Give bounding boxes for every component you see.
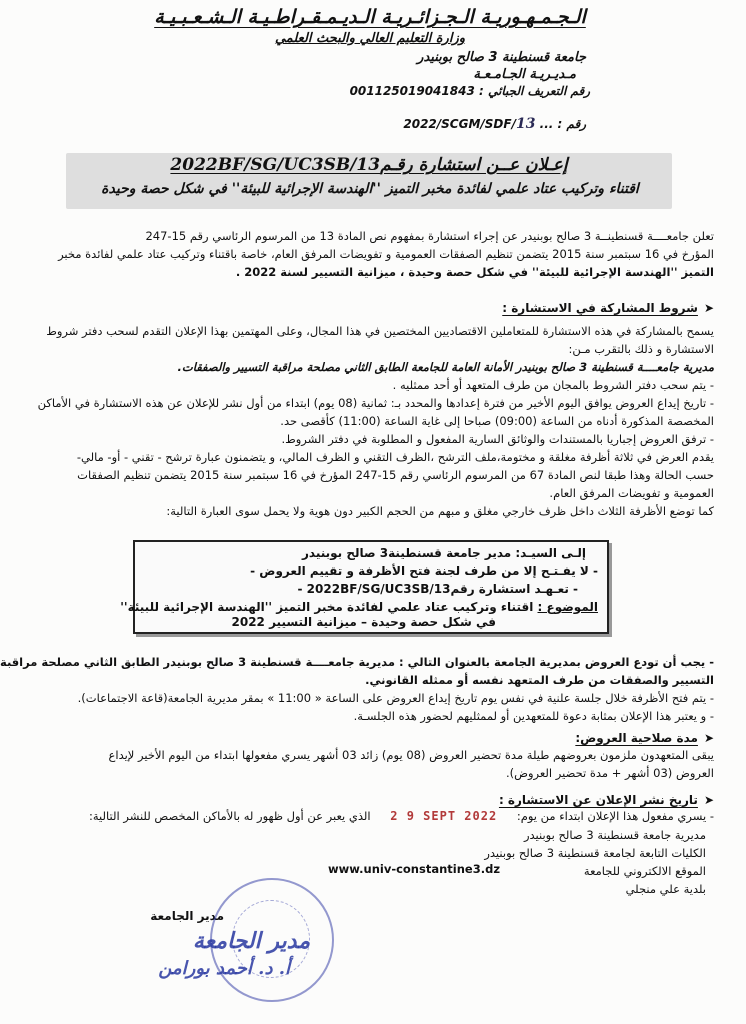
s1-line-3: مديرية جامعــــة قسنطينة 3 صالح بوبنيدر الأمانة العامة للجامعة الطابق الثاني مصلحة مراقبة التسيير والصفقات. [177,360,714,374]
s1-line-2: الاستشارة و ذلك بالتقرب مـن: [568,342,714,356]
s2-line-1: - يجب أن تودع العروض بمديرية الجامعة بالعنوان التالي : مديرية جامعــــة قسنطينة 3 صالح بوبنيدر الطابق الثاني مصلحة مراقبة [0,655,714,669]
announcement-subtitle: اقتناء وتركيب عتاد علمي لفائدة مخبر التميز ''الهندسة الإجرائية للبيئة'' في شكل حصة وحيدة [101,181,639,197]
reference-line [403,116,586,132]
s2-line-4: - و يعتبر هذا الإعلان بمثابة دعوة للمتعهدين أو لممثليهم لحضور هذه الجلسـة. [353,709,714,723]
handwritten-signature-title: مدير الجامعة [192,928,310,954]
section-heading-text: مدة صلاحية العروض: [575,731,698,745]
reference-handwritten-number: 13 [515,116,536,132]
address-not-open: - لا يفـتـح إلا من طرف لجنة فتح الأظرفة و تقييم العروض - [250,564,598,578]
address-recipient: إلـى السيـد: مدير جامعة قسنطينة3 صالح بوبنيدر [302,546,586,560]
s1-line-11: كما توضع الأظرفة الثلاث داخل ظرف خارجي مغلق و مبهم من الحجم الكبير دون هوية ولا يحمل سوى العبارة التالية: [166,504,714,518]
s1-line-8: يقدم العرض في ثلاثة أظرفة مغلقة و مختومة،ملف الترشح ،الظرف التقني و الظرف المالي، و يتضمنون عبارة ترشح - تقني - أو- مالي- [76,450,714,464]
reference-label: رقم : ... [539,117,586,131]
arrow-bullet-icon: ➤ [703,793,714,807]
fiscal-id-label: رقم التعريف الجبائي : [479,84,590,98]
section-publication-heading [499,789,714,808]
place-item-2: الكليات التابعة لجامعة قسنطينة 3 صالح بوبنيدر [484,846,706,860]
subject-text: اقتناء وتركيب عتاد علمي لفائدة مخبر التميز ''الهندسة الإجرائية للبيئة'' [120,600,534,614]
signature-title: مدير الجامعة [150,909,224,923]
place-item-1: مديرية جامعة قسنطينة 3 صالح بوبنيدر [523,828,706,842]
directorate-name: مـديـريـة الجـامـعـة [473,67,576,82]
republic-header: الـجـمـهـوريـة الـجـزائـريـة الـديـمـقـراطـيـة الـشـعـبـيـة [154,6,586,28]
section-validity-heading [575,727,714,746]
intro-line-1: تعلن جامعــــة قسنطينــة 3 صالح بوبنيدر عن إجراء استشارة بمفهوم نص المادة 13 من المرسوم الرئاسي رقم 15-247 [145,229,714,243]
section-heading-text: شروط المشاركة في الاستشارة : [502,301,698,315]
s1-line-10: العمومية و تفويضات المرفق العام. [549,486,714,500]
address-subject [120,600,598,614]
intro-line-2: المؤرخ في 16 سبتمبر سنة 2015 يتضمن تنظيم الصفقات العمومية و تفويضات المرفق العام، خاصة باقتناء وتركيب عتاد علمي لفائدة مخبر [58,247,714,261]
section-participation-heading [502,297,714,316]
ministry-header: وزارة التعليم العالي والبحث العلمي [274,31,466,46]
address-subject-line-2: في شكل حصة وحيدة – ميزانية التسيير 2022 [231,615,496,629]
subject-label: الموضوع : [537,600,598,614]
publication-start-text: - يسري مفعول هذا الإعلان ابتداء من يوم: [516,809,714,823]
address-tender: - تعـهـد استشارة رقم2022BF/SG/UC3SB/13 - [297,582,578,596]
s1-line-7: - ترفق العروض إجباريا بالمستندات والوثائق السارية المفعول و المطلوبة في دفتر الشروط. [281,432,714,446]
s4-line-1 [89,807,714,825]
arrow-bullet-icon: ➤ [703,731,714,745]
handwritten-signature-name: أ. د. أحمد بورامن [158,958,290,979]
intro-line-3: التميز ''الهندسة الإجرائية للبيئة'' في شكل حصة وحيدة ، ميزانية التسيير لسنة 2022 . [235,265,714,279]
s1-line-9: حسب الحالة وهذا طبقا لنص المادة 67 من المرسوم الرئاسي رقم 15-247 المؤرخ في 16 سبتمبر سنة 2015 يتضمن تنظيم الصفقات [77,468,714,482]
s1-line-1: يسمح بالمشاركة في هذه الاستشارة للمتعاملين الاقتصاديين المختصين في هذا المجال، وعلى المهتمين بهذا الإعلان التقدم لسحب دفتر شروط [46,324,714,338]
place-item-3: الموقع الالكتروني للجامعة [583,864,706,878]
section-heading-text: تاريخ نشر الإعلان عن الاستشارة : [498,793,698,807]
s1-line-4: - يتم سحب دفتر الشروط بالمجان من طرف المتعهد أو أحد ممثليه . [392,378,714,392]
university-website-link[interactable]: www.univ-constantine3.dz [328,862,501,876]
s1-line-5: - تاريخ إيداع العروض يوافق اليوم الأخير من فترة إعدادها والمحدد بـ: ثمانية (08 يوم) ابتداء من أول نشر للإعلان عن هذه الاستشارة في الأماكن [37,396,714,410]
university-name: جامعة قسنطينة 3 صالح بوبنيدر [417,50,586,65]
arrow-bullet-icon: ➤ [703,301,714,315]
announcement-title: إعـلان عــن استشارة رقـم2022BF/SG/UC3SB/13 [170,155,568,175]
s1-line-6: المخصصة المذكورة أدناه من الساعة (09:00) صباحا إلى غاية الساعة (11:00) كأقصى حد. [280,414,714,428]
s3-line-1: يبقى المتعهدون ملزمون بعروضهم طيلة مدة تحضير العروض (08 يوم) زائد 03 أشهر يسري مفعولها ابتداء من اليوم الأخير لإيداع [108,748,714,762]
s2-line-2: التسيير والصفقات من طرف المتعهد نفسه أو ممثله القانوني. [365,673,714,687]
place-item-4: بلدية علي منجلي [625,882,706,896]
s3-line-2: العروض (03 أشهر + مدة تحضير العروض). [505,766,714,780]
fiscal-id-line [336,84,590,98]
fiscal-id-number: 001125019041843 [349,84,475,98]
publication-end-text: الذي يعبر عن أول ظهور له بالأماكن المخصص للنشر التالية: [89,809,371,823]
s2-line-3: - يتم فتح الأظرفة خلال جلسة علنية في نفس يوم تاريخ إيداع العروض على الساعة « 11:00 » بمقر مديرية الجامعة(قاعة الاجتماعات). [77,691,714,705]
publication-date-stamp: 2 9 SEPT 2022 [390,809,498,823]
reference-code: 2022/SCGM/SDF/ [403,117,516,131]
reference-number [403,117,535,131]
